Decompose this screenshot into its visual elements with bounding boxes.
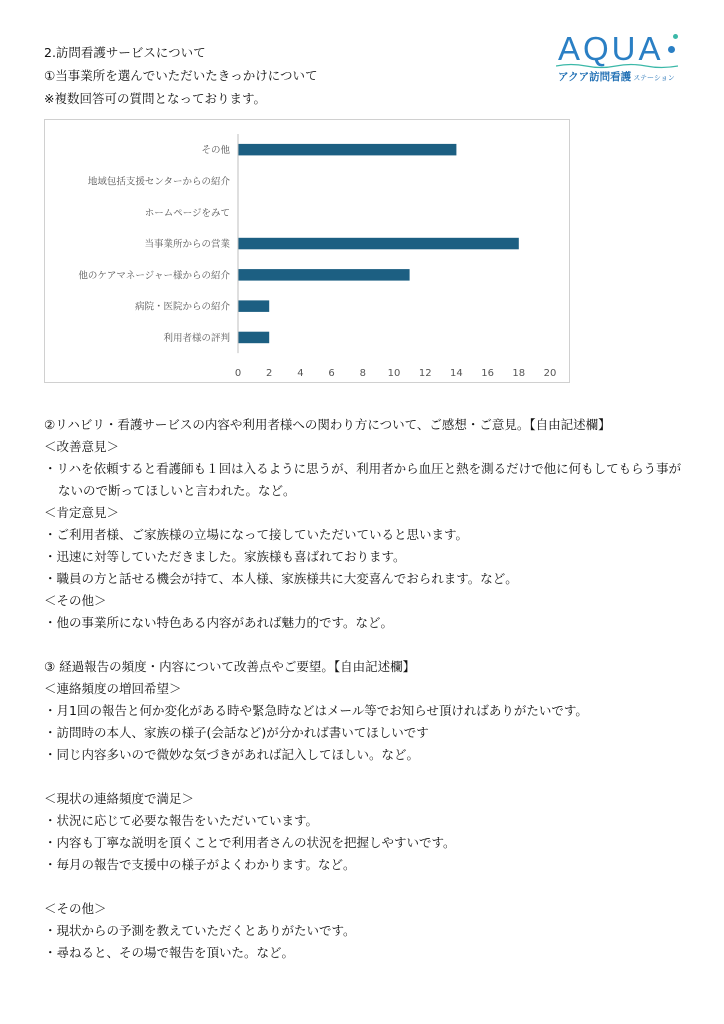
other-label: ＜その他＞: [44, 901, 107, 916]
x-tick-label: 10: [387, 368, 401, 380]
category-label: その他: [201, 145, 230, 157]
list-item: ・他の事業所にない特色ある内容があれば魅力的です。など。: [44, 615, 394, 630]
category-label: 他のケアマネージャー様からの紹介: [78, 270, 230, 282]
list-item: ・内容も丁寧な説明を頂くことで利用者さんの状況を把握しやすいです。: [44, 835, 456, 850]
positive-label: ＜肯定意見＞: [44, 505, 120, 520]
list-item: ・同じ内容多いので微妙な気づきがあれば記入してほしい。など。: [44, 747, 420, 762]
x-tick-label: 6: [328, 368, 335, 380]
other-label: ＜その他＞: [44, 593, 107, 608]
x-tick-label: 16: [481, 368, 494, 380]
question-heading: ③ 経過報告の頻度・内容について改善点やご要望。【自由記述欄】: [44, 659, 416, 674]
logo-dot-icon: [673, 34, 678, 39]
section-heading: 2.訪問看護サービスについて: [44, 45, 206, 60]
x-tick-label: 4: [297, 368, 304, 380]
category-label: 病院・医院からの紹介: [134, 301, 230, 313]
category-label: ホームページをみて: [144, 207, 230, 219]
question-heading: ①当事業所を選んでいただいたきっかけについて: [44, 68, 318, 83]
list-item: ・迅速に対等していただきました。家族様も喜ばれております。: [44, 549, 406, 564]
x-tick-label: 12: [418, 368, 432, 380]
question-note: ※複数回答可の質問となっております。: [44, 91, 266, 106]
logo-subtitle: アクア訪問看護 ステーション: [558, 71, 675, 83]
list-item: ・リハを依頼すると看護師も１回は入るように思うが、利用者から血圧と熱を測るだけで他に何もしてもらう事がないので断ってほしいと言われた。など。: [44, 461, 682, 498]
question-heading: ②リハビリ・看護サービスの内容や利用者様への関わり方について、ご感想・ご意見。【自由記述欄】: [44, 417, 611, 432]
list-item: ・現状からの予測を教えていただくとありがたいです。: [44, 923, 356, 938]
bar: [238, 332, 269, 344]
category-label: 利用者様の評判: [163, 332, 230, 344]
x-tick-label: 20: [543, 368, 557, 380]
category-label: 当事業所からの営業: [144, 239, 230, 251]
list-item: ・訪問時の本人、家族の様子(会話など)が分かれば書いてほしいです: [44, 725, 429, 740]
bar-chart: [44, 119, 570, 383]
x-tick-label: 0: [234, 368, 242, 380]
list-item: ・職員の方と話せる機会が持て、本人様、家族様共に大変喜んでおられます。など。: [44, 571, 518, 586]
improvement-label: ＜改善意見＞: [44, 439, 120, 454]
list-item: ・尋ねると、その場で報告を頂いた。など。: [44, 945, 295, 960]
category-label: 地域包括支援センターからの紹介: [87, 176, 230, 188]
bar: [238, 238, 519, 250]
logo-wordmark: AQUA: [558, 30, 664, 67]
x-tick-label: 14: [450, 368, 463, 380]
question-2-block: [44, 414, 684, 634]
logo-dot-icon: [668, 46, 675, 53]
x-tick-label: 18: [512, 368, 526, 380]
satisfied-label: ＜現状の連絡頻度で満足＞: [44, 791, 195, 806]
bar: [238, 269, 410, 281]
list-item: ・毎月の報告で支援中の様子がよくわかります。など。: [44, 857, 356, 872]
bar: [238, 300, 269, 312]
list-item: ・ご利用者様、ご家族様の立場になって接していただいていると思います。: [44, 527, 469, 542]
aqua-logo: [556, 30, 682, 84]
bar: [238, 144, 456, 156]
question-3-block: [44, 656, 684, 964]
list-item: ・月1回の報告と何か変化がある時や緊急時などはメール等でお知らせ頂ければありがたいです。: [44, 703, 588, 718]
x-tick-label: 8: [359, 368, 366, 380]
list-item: ・状況に応じて必要な報告をいただいています。: [44, 813, 319, 828]
increase-label: ＜連絡頻度の増回希望＞: [44, 681, 182, 696]
x-tick-label: 2: [266, 368, 273, 380]
